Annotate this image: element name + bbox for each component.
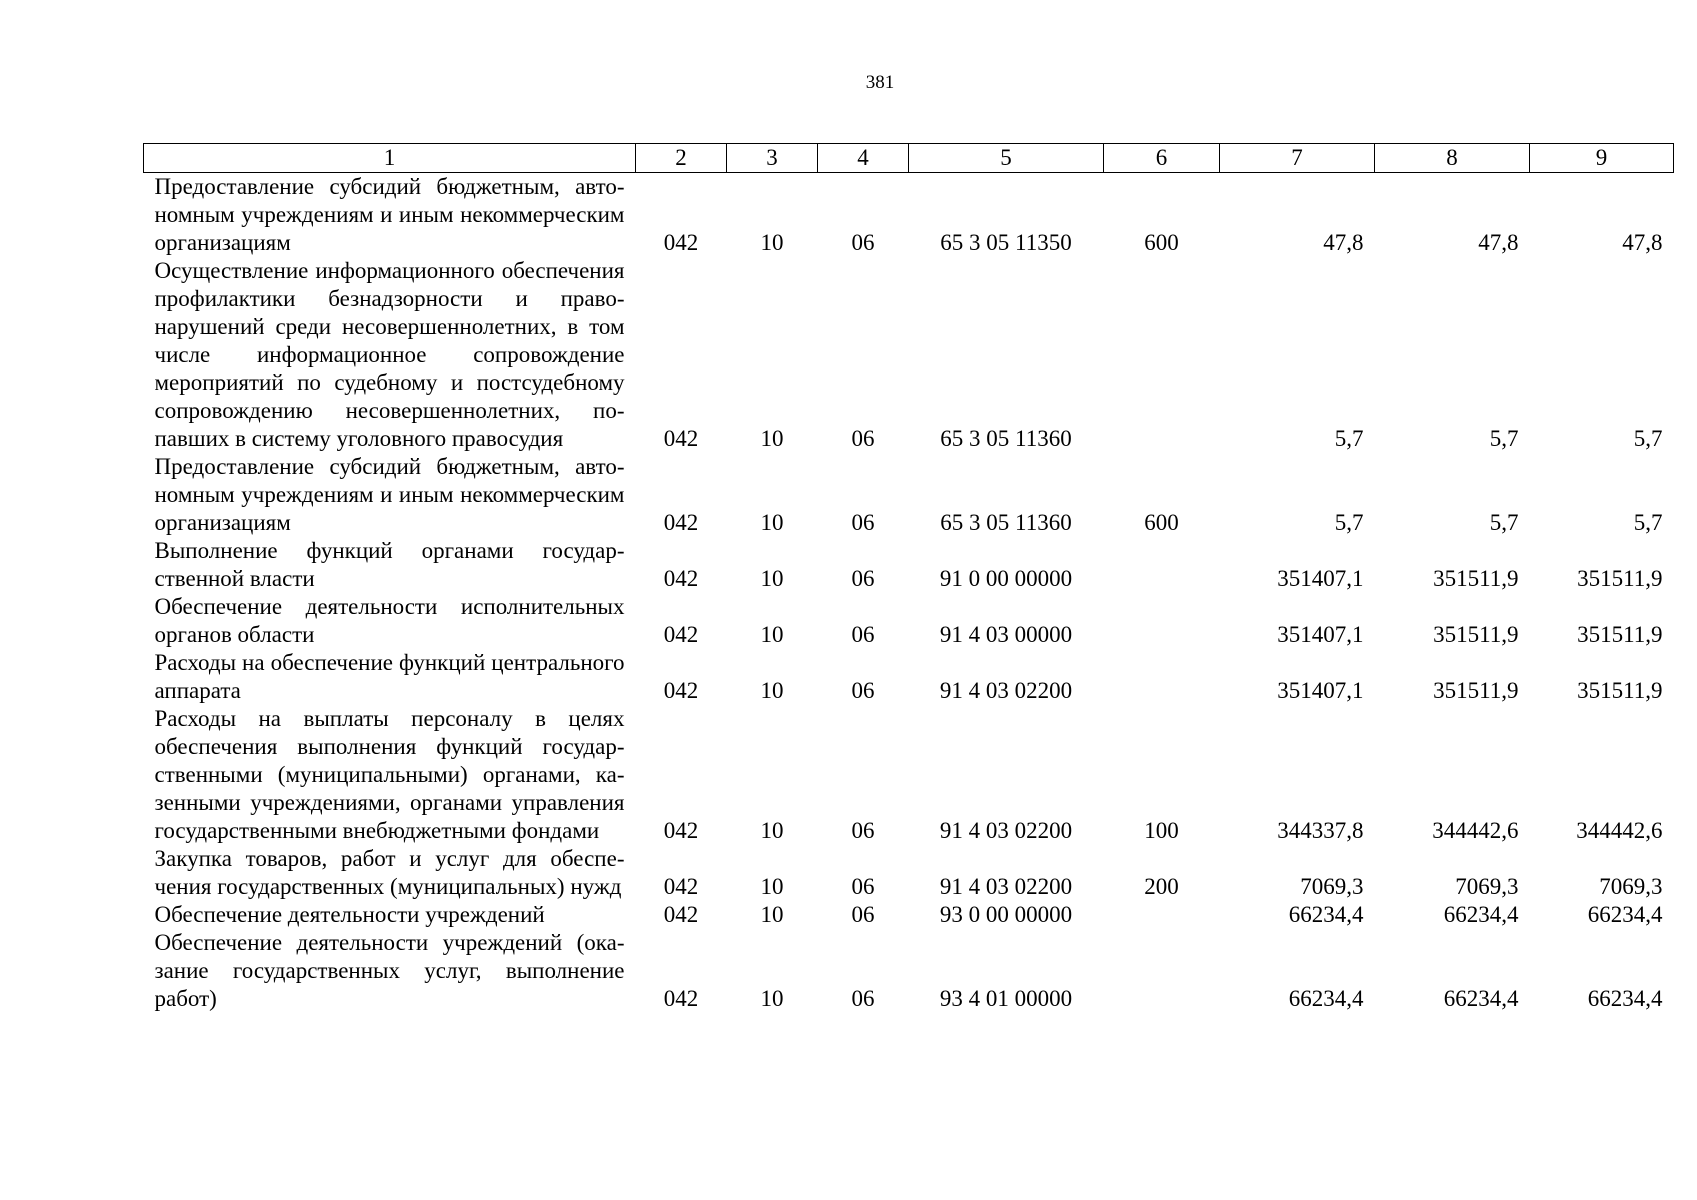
target-article-code: 65 3 05 11360 xyxy=(940,426,1072,451)
column-header-5: 5 xyxy=(909,144,1104,173)
amount-col7: 7069,3 xyxy=(1300,874,1364,899)
amount-col7: 351407,1 xyxy=(1277,566,1364,591)
section-code: 10 xyxy=(760,426,784,451)
subsection-code: 06 xyxy=(851,986,875,1011)
amount-col8: 5,7 xyxy=(1489,426,1519,451)
row-description: Предоставление субсидий бюджетным, автономным учреждениям и иным некоммерческим организациям xyxy=(154,454,625,535)
ministry-code: 042 xyxy=(663,678,699,703)
subsection-code: 06 xyxy=(851,622,875,647)
target-article-code: 65 3 05 11350 xyxy=(940,230,1072,255)
expense-type-code xyxy=(1104,649,1220,705)
subsection-code: 06 xyxy=(851,874,875,899)
expense-type-code xyxy=(1104,537,1220,593)
amount-col7: 344337,8 xyxy=(1277,818,1364,843)
amount-col7: 66234,4 xyxy=(1288,902,1364,927)
table-row xyxy=(144,537,1674,593)
expense-type-code xyxy=(1104,901,1220,929)
subsection-code: 06 xyxy=(851,566,875,591)
table-header xyxy=(144,144,1674,173)
amount-col8: 66234,4 xyxy=(1443,986,1519,1011)
column-header-3: 3 xyxy=(727,144,818,173)
amount-col7: 47,8 xyxy=(1323,230,1364,255)
ministry-code: 042 xyxy=(663,818,699,843)
target-article-code: 91 4 03 02200 xyxy=(939,818,1073,843)
amount-col8: 351511,9 xyxy=(1433,566,1519,591)
amount-col8: 351511,9 xyxy=(1433,622,1519,647)
target-article-code: 91 4 03 02200 xyxy=(939,874,1073,899)
row-description: Осуществление информационного обеспечения профилактики безнадзорности и правонарушений среди несовершеннолетних, в том числе информационное сопровождение мероприятий по судебному и постсудебному сопровождению несовершеннолетних, попавших в систему уголовного правосудия xyxy=(154,258,625,451)
amount-col8: 351511,9 xyxy=(1433,678,1519,703)
amount-col7: 5,7 xyxy=(1334,510,1364,535)
ministry-code: 042 xyxy=(663,622,699,647)
section-code: 10 xyxy=(760,622,784,647)
table-row xyxy=(144,901,1674,929)
row-description: Обеспечение деятельности учреждений (оказание государственных услуг, выполнение работ) xyxy=(154,930,625,1011)
subsection-code: 06 xyxy=(851,426,875,451)
amount-col9: 66234,4 xyxy=(1587,986,1663,1011)
section-code: 10 xyxy=(760,818,784,843)
row-description: Обеспечение деятельности учреждений xyxy=(154,902,545,927)
amount-col9: 7069,3 xyxy=(1599,874,1663,899)
expense-type-code xyxy=(1104,257,1220,453)
amount-col9: 47,8 xyxy=(1622,230,1663,255)
amount-col9: 5,7 xyxy=(1633,510,1663,535)
amount-col9: 5,7 xyxy=(1633,426,1663,451)
amount-col9: 351511,9 xyxy=(1577,566,1663,591)
target-article-code: 91 4 03 00000 xyxy=(939,622,1073,647)
amount-col8: 7069,3 xyxy=(1455,874,1519,899)
expense-type-code xyxy=(1104,929,1220,1013)
ministry-code: 042 xyxy=(663,986,699,1011)
ministry-code: 042 xyxy=(663,566,699,591)
subsection-code: 06 xyxy=(851,902,875,927)
target-article-code: 91 0 00 00000 xyxy=(939,566,1073,591)
amount-col9: 351511,9 xyxy=(1577,622,1663,647)
section-code: 10 xyxy=(760,678,784,703)
table-row xyxy=(144,173,1674,258)
table-row xyxy=(144,649,1674,705)
expense-type-code: 100 xyxy=(1144,818,1179,843)
table-row xyxy=(144,705,1674,845)
amount-col7: 5,7 xyxy=(1334,426,1364,451)
ministry-code: 042 xyxy=(663,426,699,451)
page-number: 381 xyxy=(865,72,895,93)
column-header-4: 4 xyxy=(818,144,909,173)
row-description: Обеспечение деятельности исполнительных органов области xyxy=(154,594,625,647)
target-article-code: 91 4 03 02200 xyxy=(939,678,1073,703)
section-code: 10 xyxy=(760,902,784,927)
column-header-7: 7 xyxy=(1220,144,1375,173)
header-row xyxy=(144,144,1674,173)
amount-col9: 351511,9 xyxy=(1577,678,1663,703)
subsection-code: 06 xyxy=(851,818,875,843)
row-description: Расходы на выплаты персоналу в целях обеспечения выполнения функций государственными (муниципальными) органами, казенными учреждениями, органами управления государственными внебюджетными фондами xyxy=(154,706,625,843)
table-row xyxy=(144,845,1674,901)
row-description: Закупка товаров, работ и услуг для обеспечения государственных (муниципальных) нужд xyxy=(154,846,625,899)
amount-col7: 351407,1 xyxy=(1277,678,1364,703)
table-row xyxy=(144,453,1674,537)
ministry-code: 042 xyxy=(663,902,699,927)
row-description: Предоставление субсидий бюджетным, автономным учреждениям и иным некоммерческим организациям xyxy=(154,174,625,255)
budget-table xyxy=(143,143,1674,1013)
section-code: 10 xyxy=(760,986,784,1011)
amount-col9: 66234,4 xyxy=(1587,902,1663,927)
column-header-2: 2 xyxy=(636,144,727,173)
table-row xyxy=(144,257,1674,453)
subsection-code: 06 xyxy=(851,230,875,255)
amount-col7: 66234,4 xyxy=(1288,986,1364,1011)
amount-col8: 66234,4 xyxy=(1443,902,1519,927)
target-article-code: 93 4 01 00000 xyxy=(939,986,1073,1011)
column-header-1: 1 xyxy=(144,144,636,173)
expense-type-code xyxy=(1104,593,1220,649)
ministry-code: 042 xyxy=(663,874,699,899)
row-description: Выполнение функций органами государственной власти xyxy=(154,538,625,591)
row-description: Расходы на обеспечение функций центрального аппарата xyxy=(154,650,625,703)
target-article-code: 65 3 05 11360 xyxy=(940,510,1072,535)
amount-col8: 47,8 xyxy=(1478,230,1519,255)
amount-col8: 344442,6 xyxy=(1432,818,1519,843)
section-code: 10 xyxy=(760,510,784,535)
ministry-code: 042 xyxy=(663,230,699,255)
section-code: 10 xyxy=(760,874,784,899)
column-header-9: 9 xyxy=(1530,144,1674,173)
target-article-code: 93 0 00 00000 xyxy=(939,902,1073,927)
expense-type-code: 200 xyxy=(1144,874,1179,899)
expense-type-code: 600 xyxy=(1144,230,1179,255)
table-row xyxy=(144,929,1674,1013)
expense-type-code: 600 xyxy=(1144,510,1179,535)
amount-col7: 351407,1 xyxy=(1277,622,1364,647)
section-code: 10 xyxy=(760,566,784,591)
subsection-code: 06 xyxy=(851,510,875,535)
amount-col8: 5,7 xyxy=(1489,510,1519,535)
column-header-8: 8 xyxy=(1375,144,1530,173)
subsection-code: 06 xyxy=(851,678,875,703)
column-header-6: 6 xyxy=(1104,144,1220,173)
amount-col9: 344442,6 xyxy=(1576,818,1663,843)
table-body xyxy=(144,173,1674,1014)
ministry-code: 042 xyxy=(663,510,699,535)
section-code: 10 xyxy=(760,230,784,255)
table-row xyxy=(144,593,1674,649)
